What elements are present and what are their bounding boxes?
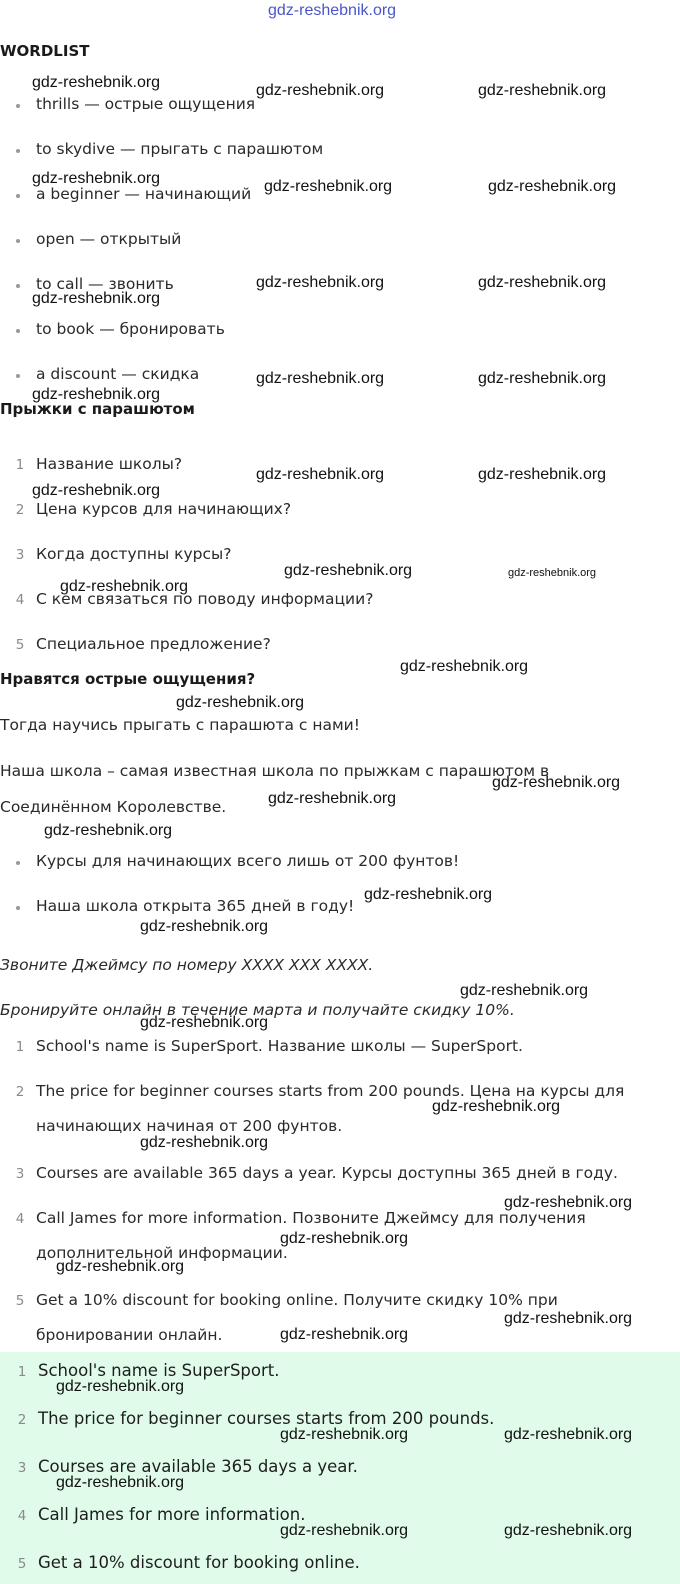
watermark: gdz-reshebnik.org: [56, 1258, 185, 1275]
watermark: gdz-reshebnik.org: [176, 694, 305, 711]
watermark: gdz-reshebnik.org: [56, 1378, 185, 1395]
watermark: gdz-reshebnik.org: [140, 1134, 269, 1151]
bullet-icon: [16, 374, 20, 378]
watermark: gdz-reshebnik.org: [256, 466, 385, 483]
watermark: gdz-reshebnik.org: [280, 1230, 409, 1247]
ad-call: Звоните Джеймсу по номеру XXXX XXX XXXX.: [0, 956, 374, 974]
watermark: gdz-reshebnik.org: [280, 1522, 409, 1539]
ad-line: Соединённом Королевстве.: [0, 798, 227, 816]
watermark: gdz-reshebnik.org: [492, 774, 621, 791]
watermark: gdz-reshebnik.org: [432, 1098, 561, 1115]
ad-book: Бронируйте онлайн в течение марта и получайте скидку 10%.: [0, 1001, 515, 1019]
wordlist-title: WORDLIST: [0, 42, 90, 60]
watermark: gdz-reshebnik.org: [32, 170, 161, 187]
watermark: gdz-reshebnik.org: [140, 918, 269, 935]
watermark: gdz-reshebnik.org: [60, 578, 189, 595]
bullet-icon: [16, 194, 20, 198]
bullet-icon: [16, 149, 20, 153]
watermark: gdz-reshebnik.org: [504, 1310, 633, 1327]
watermark: gdz-reshebnik.org: [256, 82, 385, 99]
watermark: gdz-reshebnik.org: [504, 1194, 633, 1211]
questions-title: Прыжки с парашютом: [0, 400, 195, 418]
watermark: gdz-reshebnik.org: [32, 290, 161, 307]
watermark: gdz-reshebnik.org: [268, 2, 397, 19]
bullet-icon: [16, 104, 20, 108]
ad-headline: Нравятся острые ощущения?: [0, 670, 256, 688]
watermark: gdz-reshebnik.org: [256, 274, 385, 291]
watermark: gdz-reshebnik.org: [400, 658, 529, 675]
watermark: gdz-reshebnik.org: [32, 386, 161, 403]
watermark: gdz-reshebnik.org: [478, 370, 607, 387]
ad-line: Тогда научись прыгать с парашюта с нами!: [0, 716, 360, 734]
watermark: gdz-reshebnik.org: [264, 178, 393, 195]
bullet-icon: [16, 906, 20, 910]
ad-line: Наша школа – самая известная школа по прыжкам с парашютом в: [0, 762, 550, 780]
watermark: gdz-reshebnik.org: [280, 1326, 409, 1343]
watermark: gdz-reshebnik.org: [508, 567, 597, 579]
watermark: gdz-reshebnik.org: [280, 1426, 409, 1443]
bullet-icon: [16, 861, 20, 865]
watermark: gdz-reshebnik.org: [460, 982, 589, 999]
watermark: gdz-reshebnik.org: [504, 1522, 633, 1539]
bullet-icon: [16, 329, 20, 333]
watermark: gdz-reshebnik.org: [32, 482, 161, 499]
watermark: gdz-reshebnik.org: [32, 74, 161, 91]
bullet-icon: [16, 239, 20, 243]
watermark: gdz-reshebnik.org: [478, 274, 607, 291]
watermark: gdz-reshebnik.org: [140, 1014, 269, 1031]
watermark: gdz-reshebnik.org: [488, 178, 617, 195]
bullet-icon: [16, 284, 20, 288]
answers-box: 1 School's name is SuperSport. 2 The price for beginner courses starts from 200 pounds. 3 Courses are available 365 days a year. 4 Call James for more information. 5 Get a 10% discount for booking online.: [0, 1352, 680, 1584]
watermark: gdz-reshebnik.org: [504, 1426, 633, 1443]
watermark: gdz-reshebnik.org: [478, 82, 607, 99]
watermark: gdz-reshebnik.org: [44, 822, 173, 839]
watermark: gdz-reshebnik.org: [478, 466, 607, 483]
watermark: gdz-reshebnik.org: [256, 370, 385, 387]
watermark: gdz-reshebnik.org: [268, 790, 397, 807]
watermark: gdz-reshebnik.org: [284, 562, 413, 579]
watermark: gdz-reshebnik.org: [364, 886, 493, 903]
watermark: gdz-reshebnik.org: [56, 1474, 185, 1491]
